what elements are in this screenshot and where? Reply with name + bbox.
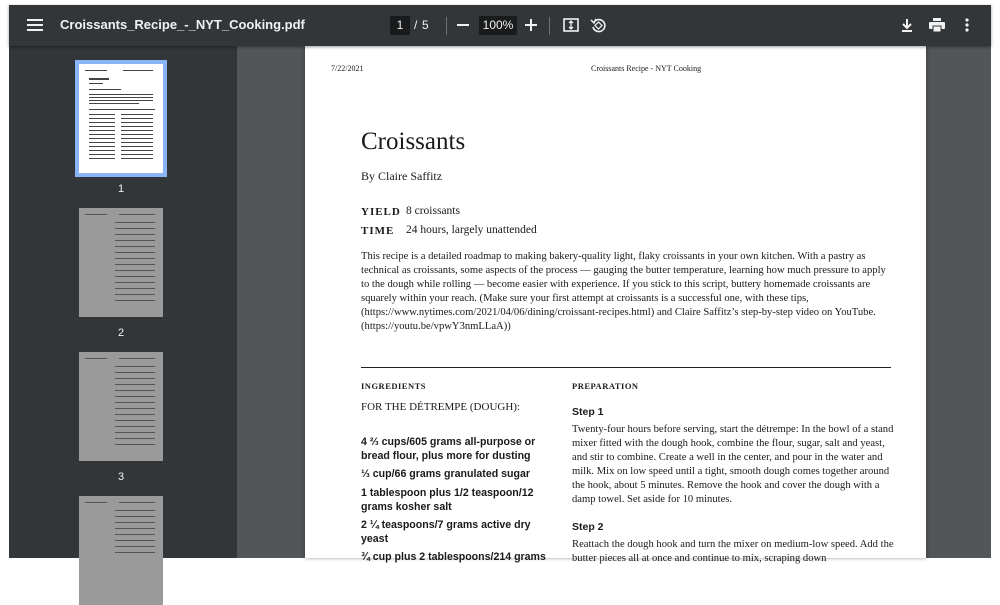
ingredient-item: ¾ cup plus 2 tablespoons/214 grams (361, 551, 546, 563)
thumbnail-label-1: 1 (117, 183, 125, 195)
page-header-date: 7/22/2021 (331, 64, 364, 73)
section-divider (361, 367, 891, 368)
rotate-icon[interactable] (586, 13, 610, 37)
preparation-heading: PREPARATION (572, 381, 639, 391)
step-2-heading: Step 2 (572, 521, 604, 533)
page-header-title: Croissants Recipe - NYT Cooking (591, 64, 702, 73)
total-pages: 5 (422, 18, 429, 32)
recipe-title: Croissants (361, 128, 466, 155)
toolbar (9, 5, 991, 46)
ingredient-item: 1 tablespoon plus 1/2 teaspoon/12 grams kosher salt (361, 487, 534, 513)
page-thumbnail-2[interactable] (79, 208, 163, 317)
more-options-icon[interactable] (955, 13, 979, 37)
time-label: TIME (361, 225, 395, 237)
pdf-viewer (9, 5, 991, 564)
ingredient-item: ⅓ cup/66 grams granulated sugar (361, 468, 530, 480)
toolbar-divider (446, 17, 447, 35)
menu-icon[interactable] (23, 13, 47, 37)
page-thumbnail-4[interactable] (79, 496, 163, 605)
zoom-out-icon[interactable] (451, 13, 475, 37)
page-number-input[interactable]: 1 (390, 16, 410, 35)
page-separator: / (414, 18, 418, 32)
yield-value: 8 croissants (406, 205, 460, 217)
yield-label: YIELD (361, 206, 401, 218)
zoom-level-input[interactable]: 100% (479, 16, 517, 35)
ingredients-heading: INGREDIENTS (361, 381, 427, 391)
pdf-page-1 (305, 46, 926, 564)
ingredient-item: 4 ⅔ cups/605 grams all-purpose or bread flour, plus more for dusting (361, 436, 536, 462)
detrempe-heading: FOR THE DÉTREMPE (DOUGH): (361, 401, 520, 413)
recipe-author: By Claire Saffitz (361, 169, 443, 183)
recipe-intro: This recipe is a detailed roadmap to making bakery-quality light, flaky croissants in your own kitchen. With a pastry as technical as croissants, some aspects of the process — gauging the butter temperature, learning how much pressure to apply to the dough while rolling — become easier with experience. If you stick to this script, buttery homemade croissants are squarely within your reach. (Make sure your first attempt at croissants is a successful one, with these tips, (https://www.nytimes.com/2021/04/06/dining/croissant-recipes.html) and Claire Saffitz’s step-by-step video on YouTube. (https://youtu.be/vpwY3nmLLaA)) (361, 251, 886, 332)
download-icon[interactable] (895, 13, 919, 37)
toolbar-divider-2 (549, 17, 550, 35)
thumbnail-sidebar (9, 46, 237, 558)
time-value: 24 hours, largely unattended (406, 224, 537, 236)
fit-page-icon[interactable] (559, 13, 583, 37)
step-2-text: Reattach the dough hook and turn the mixer on medium-low speed. Add the butter pieces all at once and continue to mix, scraping down (572, 539, 894, 564)
thumbnail-label-2: 2 (117, 327, 125, 339)
page-thumbnail-1[interactable] (79, 64, 163, 173)
ingredient-item: 2 ¼ teaspoons/7 grams active dry yeast (361, 519, 531, 545)
zoom-in-icon[interactable] (519, 13, 543, 37)
print-icon[interactable] (925, 13, 949, 37)
page-thumbnail-3[interactable] (79, 352, 163, 461)
document-title: Croissants_Recipe_-_NYT_Cooking.pdf (60, 17, 305, 32)
step-1-text: Twenty-four hours before serving, start the détrempe: In the bowl of a stand mixer fitted with the dough hook, combine the flour, sugar, salt and yeast, and stir to combine. Create a well in the center, and pour in the water and milk. Mix on low speed until a tight, smooth dough comes together around the hook, about 5 minutes. Remove the hook and cover the dough with a damp towel. Set aside for 10 minutes. (572, 424, 894, 505)
thumbnail-label-3: 3 (117, 471, 125, 483)
step-1-heading: Step 1 (572, 406, 604, 418)
